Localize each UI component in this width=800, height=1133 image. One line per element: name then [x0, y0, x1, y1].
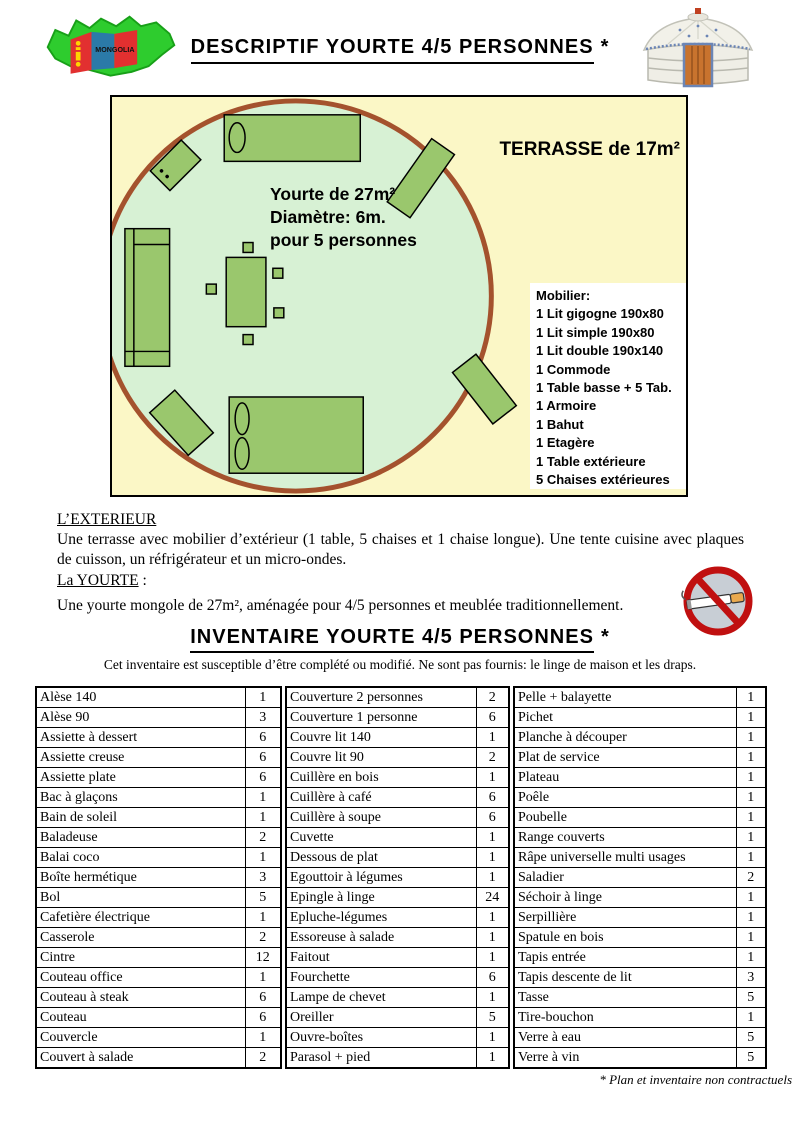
inventory-title-star: * — [600, 626, 610, 648]
inventory-table-2 — [285, 686, 510, 1069]
inventory-item-name: Cuvette — [286, 828, 476, 848]
inventory-item-qty: 1 — [736, 848, 766, 868]
yourte-heading-colon: : — [138, 572, 147, 589]
inventory-row — [286, 788, 509, 808]
yurt-label-line: pour 5 personnes — [270, 230, 417, 250]
stool — [206, 284, 216, 294]
inventory-item-qty: 6 — [245, 1008, 281, 1028]
mobilier-item: 1 Lit gigogne 190x80 — [536, 306, 664, 322]
inventory-row — [36, 708, 281, 728]
inventory-table-1 — [35, 686, 282, 1069]
inventory-item-name: Lampe de chevet — [286, 988, 476, 1008]
inventory-item-name: Alèse 90 — [36, 708, 245, 728]
inventory-item-name: Couvre lit 90 — [286, 748, 476, 768]
yourte-paragraph: Une yourte mongole de 27m², aménagée pour 4/5 personnes et meublée traditionnellement. — [57, 597, 624, 614]
yurt-label-line: Diamètre: 6m. — [270, 207, 386, 227]
inventory-subtitle: Cet inventaire est susceptible d’être complété ou modifié. Ne sont pas fournis: le linge de maison et les draps. — [103, 657, 697, 672]
inventory-item-qty: 3 — [245, 708, 281, 728]
bed-gigogne-left — [125, 229, 170, 367]
inventory-item-qty: 1 — [736, 728, 766, 748]
inventory-item-qty: 3 — [245, 868, 281, 888]
inventory-item-name: Bain de soleil — [36, 808, 245, 828]
inventory-row — [286, 888, 509, 908]
inventory-item-qty: 2 — [245, 828, 281, 848]
footer-note: * Plan et inventaire non contractuels — [599, 1072, 792, 1087]
yurt-photo-icon — [634, 6, 762, 90]
inventory-row — [36, 788, 281, 808]
inventory-item-name: Couteau — [36, 1008, 245, 1028]
inventory-item-name: Cuillère en bois — [286, 768, 476, 788]
inventory-item-qty: 2 — [245, 1048, 281, 1069]
mobilier-item: 1 Lit simple 190x80 — [536, 324, 655, 340]
inventory-row — [36, 728, 281, 748]
inventory-item-qty: 2 — [736, 868, 766, 888]
inventory-item-name: Verre à vin — [514, 1048, 736, 1069]
inventory-item-qty: 2 — [476, 748, 509, 768]
low-table — [226, 257, 266, 326]
inventory-item-qty: 3 — [736, 968, 766, 988]
inventory-item-name: Balai coco — [36, 848, 245, 868]
inventory-item-qty: 1 — [736, 828, 766, 848]
inventory-row — [36, 988, 281, 1008]
inventory-item-qty: 6 — [245, 728, 281, 748]
inventory-row — [36, 768, 281, 788]
inventory-title-text: INVENTAIRE YOURTE 4/5 PERSONNES — [190, 626, 594, 653]
mobilier-box — [530, 283, 686, 489]
inventory-item-name: Couteau office — [36, 968, 245, 988]
inventory-item-name: Cafetière électrique — [36, 908, 245, 928]
mobilier-title: Mobilier: — [536, 288, 591, 303]
inventory-item-name: Couvre lit 140 — [286, 728, 476, 748]
inventory-row — [514, 968, 766, 988]
inventory-row — [286, 968, 509, 988]
mobilier-item: 1 Table basse + 5 Tab. — [536, 380, 672, 396]
stool — [273, 268, 283, 278]
inventory-row — [286, 728, 509, 748]
mobilier-item: 1 Lit double 190x140 — [536, 343, 664, 359]
inventory-row — [286, 1048, 509, 1069]
inventory-item-name: Casserole — [36, 928, 245, 948]
inventory-item-name: Assiette plate — [36, 768, 245, 788]
inventory-item-qty: 1 — [476, 1048, 509, 1069]
inventory-item-name: Séchoir à linge — [514, 888, 736, 908]
inventory-row — [514, 687, 766, 708]
inventory-row — [286, 848, 509, 868]
inventory-item-name: Range couverts — [514, 828, 736, 848]
inventory-item-qty: 1 — [736, 908, 766, 928]
inventory-row — [514, 1048, 766, 1069]
inventory-item-qty: 5 — [736, 1028, 766, 1048]
inventory-row — [514, 988, 766, 1008]
inventory-item-qty: 1 — [736, 888, 766, 908]
inventory-item-qty: 1 — [245, 968, 281, 988]
inventory-row — [514, 768, 766, 788]
inventory-item-name: Couteau à steak — [36, 988, 245, 1008]
yurt-label — [270, 183, 417, 252]
inventory-item-name: Bac à glaçons — [36, 788, 245, 808]
inventory-item-qty: 5 — [736, 988, 766, 1008]
inventory-row — [286, 748, 509, 768]
inventory-row — [514, 888, 766, 908]
inventory-item-qty: 2 — [245, 928, 281, 948]
inventory-table-3 — [513, 686, 767, 1069]
inventory-item-name: Boîte hermétique — [36, 868, 245, 888]
inventory-item-name: Poêle — [514, 788, 736, 808]
inventory-item-name: Couverture 1 personne — [286, 708, 476, 728]
inventory-item-qty: 2 — [476, 687, 509, 708]
mobilier-item: 1 Commode — [536, 361, 611, 377]
inventory-item-name: Cuillère à soupe — [286, 808, 476, 828]
inventory-item-qty: 1 — [245, 1028, 281, 1048]
inventory-item-qty: 1 — [245, 908, 281, 928]
inventory-item-name: Baladeuse — [36, 828, 245, 848]
inventory-item-qty: 1 — [736, 768, 766, 788]
inventory-item-name: Tasse — [514, 988, 736, 1008]
inventory-item-qty: 1 — [736, 1008, 766, 1028]
inventory-item-qty: 1 — [476, 728, 509, 748]
mobilier-item: 1 Etagère — [536, 435, 595, 451]
inventory-item-name: Couvercle — [36, 1028, 245, 1048]
inventory-item-qty: 1 — [476, 868, 509, 888]
mobilier-item: 1 Table extérieure — [536, 453, 646, 469]
inventory-item-qty: 6 — [245, 988, 281, 1008]
floor-plan-panel — [110, 95, 688, 497]
inventory-item-name: Spatule en bois — [514, 928, 736, 948]
inventory-item-name: Epluche-légumes — [286, 908, 476, 928]
inventory-row — [36, 1008, 281, 1028]
inventory-row — [286, 988, 509, 1008]
inventory-item-qty: 6 — [476, 808, 509, 828]
inventory-item-qty: 5 — [736, 1048, 766, 1069]
inventory-item-qty: 1 — [476, 848, 509, 868]
inventory-item-name: Cintre — [36, 948, 245, 968]
inventory-row — [36, 808, 281, 828]
inventory-row — [286, 1028, 509, 1048]
inventory-item-name: Verre à eau — [514, 1028, 736, 1048]
inventory-row — [36, 1028, 281, 1048]
inventory-item-qty: 1 — [736, 748, 766, 768]
inventory-item-name: Bol — [36, 888, 245, 908]
inventory-item-qty: 1 — [736, 948, 766, 968]
inventory-item-name: Essoreuse à salade — [286, 928, 476, 948]
inventory-row — [514, 748, 766, 768]
inventory-item-name: Plat de service — [514, 748, 736, 768]
inventory-item-name: Cuillère à café — [286, 788, 476, 808]
inventory-item-name: Epingle à linge — [286, 888, 476, 908]
inventory-row — [514, 1028, 766, 1048]
inventory-item-name: Assiette à dessert — [36, 728, 245, 748]
inventory-row — [36, 968, 281, 988]
inventory-row — [514, 1008, 766, 1028]
inventory-item-qty: 1 — [476, 768, 509, 788]
inventory-item-name: Faitout — [286, 948, 476, 968]
inventory-item-name: Râpe universelle multi usages — [514, 848, 736, 868]
inventory-item-name: Plateau — [514, 768, 736, 788]
inventory-item-qty: 12 — [245, 948, 281, 968]
inventory-item-qty: 1 — [476, 928, 509, 948]
inventory-item-name: Parasol + pied — [286, 1048, 476, 1069]
inventory-item-name: Serpillière — [514, 908, 736, 928]
mobilier-item: 1 Armoire — [536, 398, 597, 414]
inventory-item-name: Dessous de plat — [286, 848, 476, 868]
inventory-row — [286, 808, 509, 828]
exterior-paragraph: Une terrasse avec mobilier d’extérieur (1 table, 5 chaises et 1 chaise longue). Une tente cuisine avec plaques de cuisson, un réfrigérateur et un micro-ondes. — [57, 531, 744, 568]
inventory-item-qty: 1 — [736, 708, 766, 728]
inventory-row — [286, 768, 509, 788]
mobilier-item: 1 Bahut — [536, 416, 584, 432]
stool — [274, 308, 284, 318]
inventory-item-qty: 1 — [245, 788, 281, 808]
inventory-item-qty: 1 — [476, 908, 509, 928]
inventory-item-qty: 1 — [476, 1028, 509, 1048]
inventory-row — [514, 728, 766, 748]
inventory-item-name: Oreiller — [286, 1008, 476, 1028]
inventory-item-qty: 1 — [736, 928, 766, 948]
yurt-door — [684, 44, 712, 86]
yourte-heading: La YOURTE : — [57, 572, 147, 589]
inventory-item-name: Fourchette — [286, 968, 476, 988]
inventory-item-qty: 1 — [245, 808, 281, 828]
stool — [243, 335, 253, 345]
inventory-row — [36, 1048, 281, 1069]
inventory-item-name: Assiette creuse — [36, 748, 245, 768]
inventory-row — [286, 687, 509, 708]
inventory-item-name: Alèse 140 — [36, 687, 245, 708]
inventory-item-qty: 5 — [245, 888, 281, 908]
yurt-label-line: Yourte de 27m² — [270, 184, 396, 204]
bed-double-bottom — [229, 397, 363, 473]
logo-text: MONGOLIA — [95, 45, 135, 54]
inventory-row — [36, 848, 281, 868]
inventory-row — [36, 908, 281, 928]
page-title-star: * — [600, 36, 610, 58]
inventory-item-name: Ouvre-boîtes — [286, 1028, 476, 1048]
inventory-item-qty: 6 — [245, 768, 281, 788]
exterior-heading: L’EXTERIEUR — [57, 511, 157, 528]
inventory-item-qty: 6 — [245, 748, 281, 768]
inventory-row — [286, 948, 509, 968]
inventory-row — [36, 888, 281, 908]
mobilier-list — [536, 305, 686, 489]
inventory-row — [514, 708, 766, 728]
inventory-item-name: Tapis descente de lit — [514, 968, 736, 988]
mobilier-item: 5 Chaises extérieures — [536, 472, 670, 488]
inventory-row — [36, 868, 281, 888]
inventory-item-qty: 6 — [476, 788, 509, 808]
page-title-text: DESCRIPTIF YOURTE 4/5 PERSONNES — [191, 36, 594, 64]
inventory-item-name: Pelle + balayette — [514, 687, 736, 708]
inventory-item-qty: 6 — [476, 968, 509, 988]
inventory-item-name: Planche à découper — [514, 728, 736, 748]
inventory-row — [514, 808, 766, 828]
inventory-row — [514, 948, 766, 968]
inventory-item-name: Saladier — [514, 868, 736, 888]
inventory-item-qty: 1 — [245, 848, 281, 868]
terrace-label: TERRASSE de 17m² — [499, 139, 680, 160]
inventory-item-qty: 24 — [476, 888, 509, 908]
inventory-row — [286, 908, 509, 928]
inventory-item-name: Couvert à salade — [36, 1048, 245, 1069]
inventory-row — [286, 868, 509, 888]
inventory-item-name: Egouttoir à légumes — [286, 868, 476, 888]
inventory-item-name: Poubelle — [514, 808, 736, 828]
inventory-row — [36, 828, 281, 848]
inventory-row — [286, 928, 509, 948]
inventory-item-qty: 6 — [476, 708, 509, 728]
inventory-row — [514, 928, 766, 948]
inventory-row — [286, 708, 509, 728]
inventory-item-name: Couverture 2 personnes — [286, 687, 476, 708]
inventory-row — [286, 1008, 509, 1028]
inventory-row — [36, 928, 281, 948]
inventory-row — [36, 748, 281, 768]
inventory-row — [36, 687, 281, 708]
inventory-item-name: Pichet — [514, 708, 736, 728]
inventory-row — [514, 828, 766, 848]
inventory-row — [514, 848, 766, 868]
inventory-item-qty: 1 — [476, 948, 509, 968]
inventory-row — [286, 828, 509, 848]
inventory-title — [0, 626, 800, 649]
inventory-item-qty: 1 — [736, 808, 766, 828]
inventory-item-qty: 1 — [736, 788, 766, 808]
inventory-row — [514, 868, 766, 888]
inventory-item-qty: 1 — [476, 988, 509, 1008]
inventory-item-qty: 5 — [476, 1008, 509, 1028]
inventory-item-qty: 1 — [245, 687, 281, 708]
stool — [243, 243, 253, 253]
inventory-row — [514, 908, 766, 928]
inventory-item-name: Tapis entrée — [514, 948, 736, 968]
inventory-item-name: Tire-bouchon — [514, 1008, 736, 1028]
inventory-item-qty: 1 — [476, 828, 509, 848]
inventory-row — [36, 948, 281, 968]
inventory-row — [514, 788, 766, 808]
inventory-item-qty: 1 — [736, 687, 766, 708]
